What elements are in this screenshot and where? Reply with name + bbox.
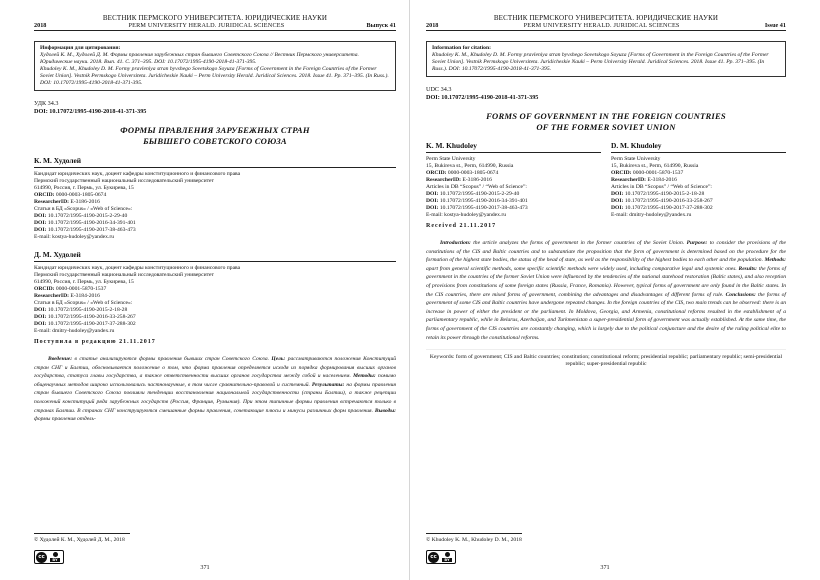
author-2-name: Д. М. Худолей: [34, 250, 81, 259]
udc-code-en: UDC 34.3: [426, 86, 452, 93]
keywords-label: Keywords:: [429, 354, 455, 361]
author-1-researcherid: ResearcherID: E-3186-2016: [34, 199, 100, 205]
author-en-1-university: Perm State University: [426, 156, 476, 162]
abstract-en: [426, 239, 786, 342]
udc-code: УДК 34.3: [34, 100, 59, 107]
author-en-1: [426, 141, 601, 219]
author-2-doi-3: DOI: 10.17072/1995-4190-2017-37-288-302: [34, 321, 136, 327]
running-title-ru-right: ВЕСТНИК ПЕРМСКОГО УНИВЕРСИТЕТА. ЮРИДИЧЕСКИЕ НАУКИ: [493, 14, 719, 22]
running-title-ru: ВЕСТНИК ПЕРМСКОГО УНИВЕРСИТЕТА. ЮРИДИЧЕСКИЕ НАУКИ: [102, 14, 328, 22]
header-line-right: [426, 22, 786, 31]
author-1-university: Пермский государственный национальный исследовательский университет: [34, 178, 214, 184]
author-en-1-doi-3: DOI: 10.17072/1995-4190-2017-38-463-473: [426, 205, 528, 211]
abs-en-intro: the article analyzes the forms of government in the former countries of the Soviet Union.: [473, 240, 685, 246]
author-2-doi-2: DOI: 10.17072/1995-4190-2016-33-258-267: [34, 314, 136, 320]
article-title-en-line-1: FORMS OF GOVERNMENT IN THE FOREIGN COUNTRIES: [486, 111, 726, 121]
author-en-1-email: E-mail: kostya-hudoley@yandex.ru: [426, 212, 507, 218]
citation-box-title: Информация для цитирования:: [40, 45, 121, 51]
abstract-conclusions-label: Выводы:: [374, 407, 396, 414]
citation-en-right: Khudoley K. M., Khudoley D. M. Formy pravleniya stran byvshego Sovetskogo Soyuza [Forms of Government in the Foreign Countries of the Former Soviet Union]. Vestnik Permskogo Universiteta. Juridicheskie Nauki – Perm University Herald. Juridical Sciences. 2018. Issue 41. Pp. 371–395. (In Russ.). DOI: 10.17072/1995-4190-2018-41-371-395.: [432, 52, 769, 72]
received-date: Поступила в редакцию 21.11.2017: [34, 339, 156, 345]
author-en-2-address: 15, Bukireva st., Perm, 614990, Russia: [611, 163, 699, 169]
footnote-rule-en: [426, 533, 522, 534]
author-1-affiliation: [34, 171, 396, 241]
author-en-2-researcherid: ResearcherID: E-3184-2016: [611, 177, 677, 183]
header-issue: Выпуск 41: [366, 22, 396, 29]
doi-en: DOI: 10.17072/1995-4190-2018-41-371-395: [426, 93, 539, 101]
header-line-left: [34, 22, 396, 31]
abs-en-results-label: Results:: [738, 265, 758, 272]
author-2-articles-label: Статьи в БД «Scopus» / «Web of Science»:: [34, 300, 133, 306]
author-en-1-rule: [426, 152, 601, 153]
author-1-name: К. М. Худолей: [34, 156, 82, 165]
author-1-doi-1: DOI: 10.17072/1995-4190-2015-2-29-40: [34, 213, 128, 219]
cc-icon: cc: [36, 552, 47, 563]
article-title-en-line-2: OF THE FORMER SOVIET UNION: [536, 122, 676, 132]
author-en-2-doi-3: DOI: 10.17072/1995-4190-2017-37-288-302: [611, 205, 713, 211]
author-1-position: Кандидат юридических наук, доцент кафедры конституционного и финансового права: [34, 171, 241, 177]
page-number-left: 371: [200, 564, 210, 571]
abs-en-conclusions: the forms of government of some CIS and Baltic countries have undergone repeated changes. In the foreign countries of the CIS, two main trends can be observed: there is an increase in power of either the president or the parliament. In Moldova, Georgia, and Armenia, constitutional reforms resulted in the establishment of a parliamentary republic, while in Belarus, Azerbaijan, and Turkmenistan a super-presidential form of government was actually established. At the same time, the forms of government of the CIS countries are constantly changing, which is largely due to the political conjuncture and the desire of the ruling political elite to retain its power through the constitutional reforms.: [426, 291, 786, 341]
abs-en-purpose-label: Purpose:: [686, 240, 708, 246]
author-1-orcid: ORCID: 0000-0003-1805-0674: [34, 192, 107, 198]
author-en-2-university: Perm State University: [611, 156, 661, 162]
author-1-address: 614990, Россия, г. Пермь, ул. Букирева, 15: [34, 185, 134, 191]
abstract-goal-label: Цель:: [271, 356, 286, 362]
article-title-ru: [34, 125, 396, 147]
abs-en-methods: apart from general scientific methods, some specific scientific methods were widely used, including comparative legal and systemic ones.: [426, 265, 737, 272]
author-en-1-address: 15, Bukireva st., Perm, 614990, Russia: [426, 163, 514, 169]
article-title-en: [426, 111, 786, 133]
author-1-email: E-mail: kostya-hudoley@yandex.ru: [34, 234, 115, 240]
abstract-ru: [34, 355, 396, 424]
abstract-methods: помимо общенаучных методов широко использовались частнонаучные, в том числе сравнительно-правовой и системный.: [34, 373, 397, 388]
by-icon-en: [439, 552, 455, 562]
author-en-2-doi-2: DOI: 10.17072/1995-4190-2016-33-258-267: [611, 198, 713, 204]
person-icon: [53, 552, 58, 557]
citation-ru: Худолей К. М., Худолей Д. М. Формы правления зарубежных стран бывшего Советского Союза // Вестник Пермского университета. Юридические науки. 2018. Вып. 41. C. 371–395. DOI: 10.17072/1995-4190-2018-41-371-395.: [40, 52, 359, 65]
author-en-2-affiliation: [611, 156, 786, 219]
received-date-en: Received 21.11.2017: [426, 223, 497, 229]
abstract-results-label: Результаты:: [311, 381, 345, 388]
author-en-1-affiliation: [426, 156, 601, 219]
abs-en-intro-label: Introduction:: [440, 240, 471, 246]
keywords-text: form of government; CIS and Baltic countries; constitution; constitutional reform; presidential republic; parliamentary republic; semi-presidential republic; super-presidential republic: [455, 354, 783, 368]
cc-by-badge: [34, 550, 64, 564]
page-number-right: 371: [600, 564, 610, 571]
article-title-ru-line-1: ФОРМЫ ПРАВЛЕНИЯ ЗАРУБЕЖНЫХ СТРАН: [120, 125, 310, 135]
copyright-ru: © Худолей К. М., Худолей Д. М., 2018: [34, 537, 125, 543]
author-1-doi-2: DOI: 10.17072/1995-4190-2016-34-391-401: [34, 220, 136, 226]
article-title-ru-line-2: БЫВШЕГО СОВЕТСКОГО СОЮЗА: [143, 136, 287, 146]
author-en-2: [611, 141, 786, 219]
author-en-2-rule: [611, 152, 786, 153]
author-en-2-orcid: ORCID: 0000-0001-5870-1537: [611, 170, 684, 176]
header-journal-en-right: PERM UNIVERSITY HERALD. JURIDICAL SCIENCES: [523, 22, 680, 29]
by-label: BY: [52, 558, 58, 562]
keywords-en: [426, 349, 786, 368]
cc-icon-en: cc: [428, 552, 439, 563]
author-2-position: Кандидат юридических наук, доцент кафедры конституционного и финансового права: [34, 265, 241, 271]
author-2-address: 614990, Россия, г. Пермь, ул. Букирева, 15: [34, 279, 134, 285]
abstract-methods-label: Методы:: [353, 373, 376, 380]
author-en-1-doi-1: DOI: 10.17072/1995-4190-2015-2-29-40: [426, 191, 520, 197]
abs-en-conclusions-label: Conclusions:: [725, 291, 756, 298]
abstract-intro-label: Введение:: [48, 356, 73, 362]
author-2-researcherid: ResearcherID: E-3184-2016: [34, 293, 100, 299]
copyright-en: © Khudoley K. M., Khudoley D. M., 2018: [426, 537, 522, 543]
author-en-1-doi-2: DOI: 10.17072/1995-4190-2016-34-391-401: [426, 198, 528, 204]
citation-en: Khudoley K. M., Khudoley D. M. Formy pravleniya stran byvshego Sovetskogo Soyuza [Forms of Government in the Foreign Countries of the Former Soviet Union]. Vestnik Permskogo Universiteta. Juridicheskie Nauki – Perm University Herald. Juridical Sciences. 2018. Issue 41. Pp. 371–395. (In Russ.). DOI: 10.17072/1995-4190-2018-41-371-395.: [40, 66, 389, 86]
footnote-rule: [34, 533, 130, 534]
author-en-2-articles-label: Articles in DB “Scopus” / “Web of Science”:: [611, 184, 712, 190]
doi: DOI: 10.17072/1995-4190-2018-41-371-395: [34, 107, 147, 115]
right-page: [410, 0, 820, 580]
header-year: 2018: [34, 22, 47, 29]
abs-en-methods-label: Methods:: [764, 257, 787, 264]
author-en-2-name: D. M. Khudoley: [611, 141, 662, 150]
author-en-2-email: E-mail: dmitry-hudoley@yandex.ru: [611, 212, 692, 218]
cc-by-badge-en: [426, 550, 456, 564]
citation-box-title-en: Information for citation:: [432, 45, 491, 51]
by-icon: [47, 552, 63, 562]
author-2-orcid: ORCID: 0000-0001-5870-1537: [34, 286, 107, 292]
abstract-conclusions: формы правления отдель-: [34, 416, 96, 423]
author-en-1-orcid: ORCID: 0000-0003-1805-0674: [426, 170, 499, 176]
person-icon-en: [445, 552, 450, 557]
abstract-results: на формы правления стран бывшего Советского Союза повлияли тенденции восстановления национальной государственности (страны Балтии), а также рецепции положений конституций ряда зарубежных государств (Россия, Франция, Румыния). При этом типичные формы правления встречаются только в странах Балтии. В странах СНГ конструируются смешанные формы правления, сочетающие плюсы и минусы различных форм правления.: [34, 381, 397, 414]
header-year-right: 2018: [426, 22, 439, 29]
abstract-intro: в статье анализируются формы правления бывших стран Советского Союза.: [74, 356, 269, 362]
author-en-2-doi-1: DOI: 10.17072/1995-4190-2015-2-18-28: [611, 191, 705, 197]
citation-box-en: [426, 41, 786, 77]
abstract-goal: рассматриваются положения Конституций стран СНГ и Балтии, обосновывается положение о том, что форма правления определяется исходя из порядка формирования высших органов государства, статуса главы государства, а также ответственности высших органов государства между собой и населением.: [34, 356, 396, 380]
header-journal-en: PERM UNIVERSITY HERALD. JURIDICAL SCIENCES: [128, 22, 285, 29]
by-label-en: BY: [444, 558, 450, 562]
author-1-articles-label: Статьи в БД «Scopus» / «Web of Science»:: [34, 206, 133, 212]
author-2-affiliation: [34, 265, 396, 335]
author-2-doi-1: DOI: 10.17072/1995-4190-2015-2-18-28: [34, 307, 128, 313]
header-issue-right: Issue 41: [764, 22, 786, 29]
author-2-rule: [34, 261, 396, 262]
abs-en-results: the forms of government in the countries of the former Soviet Union were influenced by the tendencies of the national statehood restoration (Baltic states), and also reception of provisions from constitutions of some foreign states (Russia, France, Romania). However, typical forms of government are only found in the Baltic states. In the CIS countries, there are mixed forms of government, combining the advantages and disadvantages of different forms of rule.: [426, 265, 786, 298]
author-en-1-articles-label: Articles in DB “Scopus” / “Web of Science”:: [426, 184, 527, 190]
author-1-rule: [34, 167, 396, 168]
authors-en: [426, 141, 786, 219]
abs-en-purpose: to consider the provisions of the constitutions of the CIS and Baltic countries and to substantiate the proposition that the form of government is determined based on the procedure for the formation of the highest state bodies, the status of the head of state, as well as the responsibility of the highest bodies to each other and the population.: [426, 240, 787, 264]
author-en-1-researcherid: ResearcherID: E-3186-2016: [426, 177, 492, 183]
author-2-email: E-mail: dmitry-hudoley@yandex.ru: [34, 328, 115, 334]
author-2-university: Пермский государственный национальный исследовательский университет: [34, 272, 214, 278]
author-en-1-name: K. M. Khudoley: [426, 141, 477, 150]
citation-box-ru: [34, 41, 396, 91]
author-1-doi-3: DOI: 10.17072/1995-4190-2017-38-463-473: [34, 227, 136, 233]
